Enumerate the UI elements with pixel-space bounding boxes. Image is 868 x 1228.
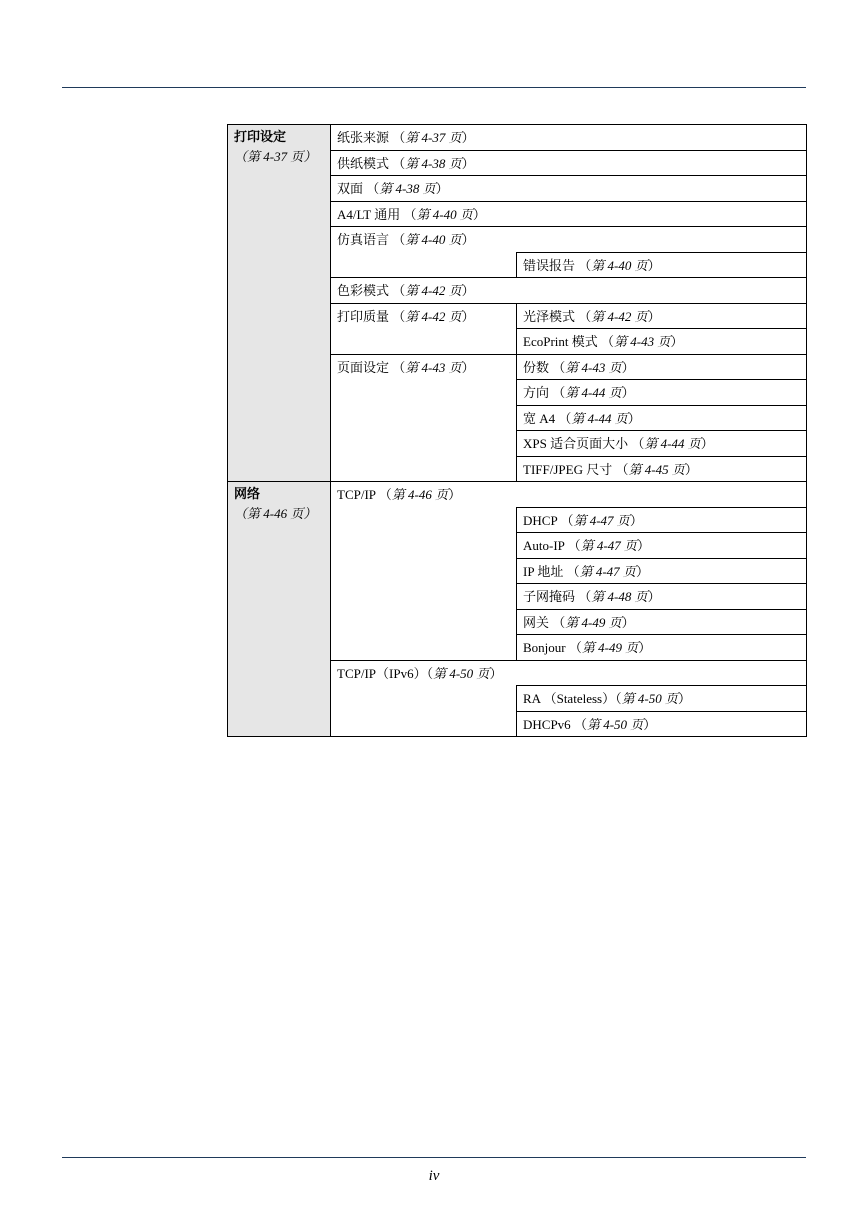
item-paper-source: 纸张来源 （第 4-37 页）	[331, 125, 807, 151]
header-rule	[62, 87, 806, 88]
item-subnet: 子网掩码 （第 4-48 页）	[517, 584, 807, 610]
item-ra-stateless: RA （Stateless）（第 4-50 页）	[517, 686, 807, 712]
item-color-mode: 色彩模式 （第 4-42 页）	[331, 278, 807, 304]
item-ecoprint: EcoPrint 模式 （第 4-43 页）	[517, 329, 807, 355]
item-tiff-jpeg: TIFF/JPEG 尺寸 （第 4-45 页）	[517, 456, 807, 482]
table-row	[228, 482, 807, 508]
item-copies: 份数 （第 4-43 页）	[517, 354, 807, 380]
item-page-setting: 页面设定 （第 4-43 页）	[331, 354, 517, 482]
section-print-settings	[228, 125, 331, 482]
section-title: 网络	[234, 487, 261, 502]
item-autoip: Auto-IP （第 4-47 页）	[517, 533, 807, 559]
item-gloss-mode: 光泽模式 （第 4-42 页）	[517, 303, 807, 329]
item-mp-tray-mode: 供纸模式 （第 4-38 页）	[331, 150, 807, 176]
item-xps-fit: XPS 适合页面大小 （第 4-44 页）	[517, 431, 807, 457]
item-dhcpv6: DHCPv6 （第 4-50 页）	[517, 711, 807, 737]
item-print-quality: 打印质量 （第 4-42 页）	[331, 303, 517, 354]
section-network	[228, 482, 331, 737]
item-duplex: 双面 （第 4-38 页）	[331, 176, 807, 202]
blank-cell	[331, 252, 517, 278]
item-emulation: 仿真语言 （第 4-40 页）	[331, 227, 807, 253]
item-a4lt: A4/LT 通用 （第 4-40 页）	[331, 201, 807, 227]
menu-map-table	[227, 124, 807, 737]
table-row	[228, 125, 807, 151]
section-title: 打印设定	[234, 130, 287, 145]
section-ref: （第 4-37 页）	[234, 149, 317, 164]
item-tcpip: TCP/IP （第 4-46 页）	[331, 482, 807, 508]
item-tcpip-v6: TCP/IP（IPv6）（第 4-50 页）	[331, 660, 807, 686]
item-orientation: 方向 （第 4-44 页）	[517, 380, 807, 406]
blank-cell	[331, 686, 517, 737]
item-error-report: 错误报告 （第 4-40 页）	[517, 252, 807, 278]
item-ip-address: IP 地址 （第 4-47 页）	[517, 558, 807, 584]
item-bonjour: Bonjour （第 4-49 页）	[517, 635, 807, 661]
item-wide-a4: 宽 A4 （第 4-44 页）	[517, 405, 807, 431]
page-number: iv	[428, 1168, 440, 1184]
item-dhcp: DHCP （第 4-47 页）	[517, 507, 807, 533]
footer-rule	[62, 1157, 806, 1158]
section-ref: （第 4-46 页）	[234, 506, 317, 521]
blank-cell	[331, 507, 517, 660]
item-gateway: 网关 （第 4-49 页）	[517, 609, 807, 635]
